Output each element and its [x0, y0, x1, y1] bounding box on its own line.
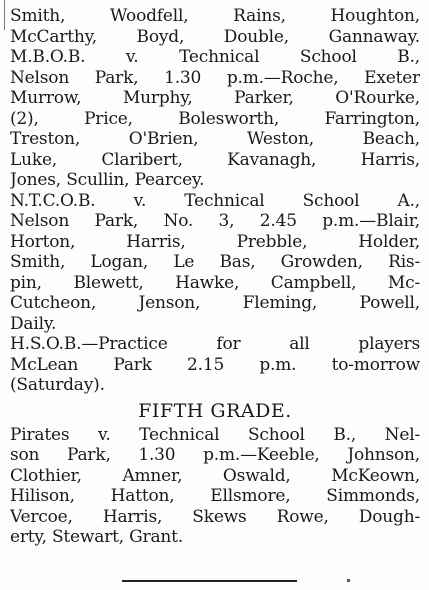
text-line: Horton, Harris, Prebble, Holder,: [10, 231, 420, 252]
text-line: erty, Stewart, Grant.: [10, 527, 183, 547]
text-line: Treston, O'Brien, Weston, Beach,: [10, 129, 420, 149]
text-line: (Saturday).: [10, 375, 105, 395]
text-line: McCarthy, Boyd, Double, Gannaway.: [10, 26, 420, 47]
text-line: Cutcheon, Jenson, Fleming, Powell,: [10, 293, 420, 313]
text-line: Nelson Park, No. 3, 2.45 p.m.—Blair,: [10, 211, 420, 231]
text-line: Clothier, Amner, Oswald, McKeown,: [10, 465, 420, 486]
text-line: McLean Park 2.15 p.m. to-morrow: [10, 354, 420, 375]
text-line: Vercoe, Harris, Skews Rowe, Dough-: [10, 506, 420, 527]
text-line: Smith, Logan, Le Bas, Growden, Ris-: [10, 252, 420, 272]
text-line: N.T.C.O.B. v. Technical School A.,: [10, 190, 420, 211]
text-line: H.S.O.B.—Practice for all players: [10, 334, 420, 354]
column-edge-mark: [4, 0, 5, 30]
text-line: (2), Price, Bolesworth, Farrington,: [10, 108, 420, 129]
text-line: pin, Blewett, Hawke, Campbell, Mc-: [10, 272, 420, 293]
text-line: Hilison, Hatton, Ellsmore, Simmonds,: [10, 486, 420, 506]
text-line: Daily.: [10, 313, 57, 334]
text-line: Pirates v. Technical School B., Nel-: [10, 424, 420, 445]
print-speck: [347, 579, 350, 582]
column-end-rule: [122, 580, 297, 582]
text-line: Nelson Park, 1.30 p.m.—Roche, Exeter: [10, 67, 420, 88]
text-line: Murrow, Murphy, Parker, O'Rourke,: [10, 88, 420, 108]
text-line: Smith, Woodfell, Rains, Houghton,: [10, 6, 420, 26]
section-heading: FIFTH GRADE.: [138, 399, 292, 422]
text-line: M.B.O.B. v. Technical School B.,: [10, 47, 420, 67]
text-line: Jones, Scullin, Pearcey.: [10, 170, 205, 190]
text-line: Luke, Claribert, Kavanagh, Harris,: [10, 149, 420, 170]
text-line: son Park, 1.30 p.m.—Keeble, Johnson,: [10, 445, 420, 465]
article-column: [10, 6, 420, 548]
